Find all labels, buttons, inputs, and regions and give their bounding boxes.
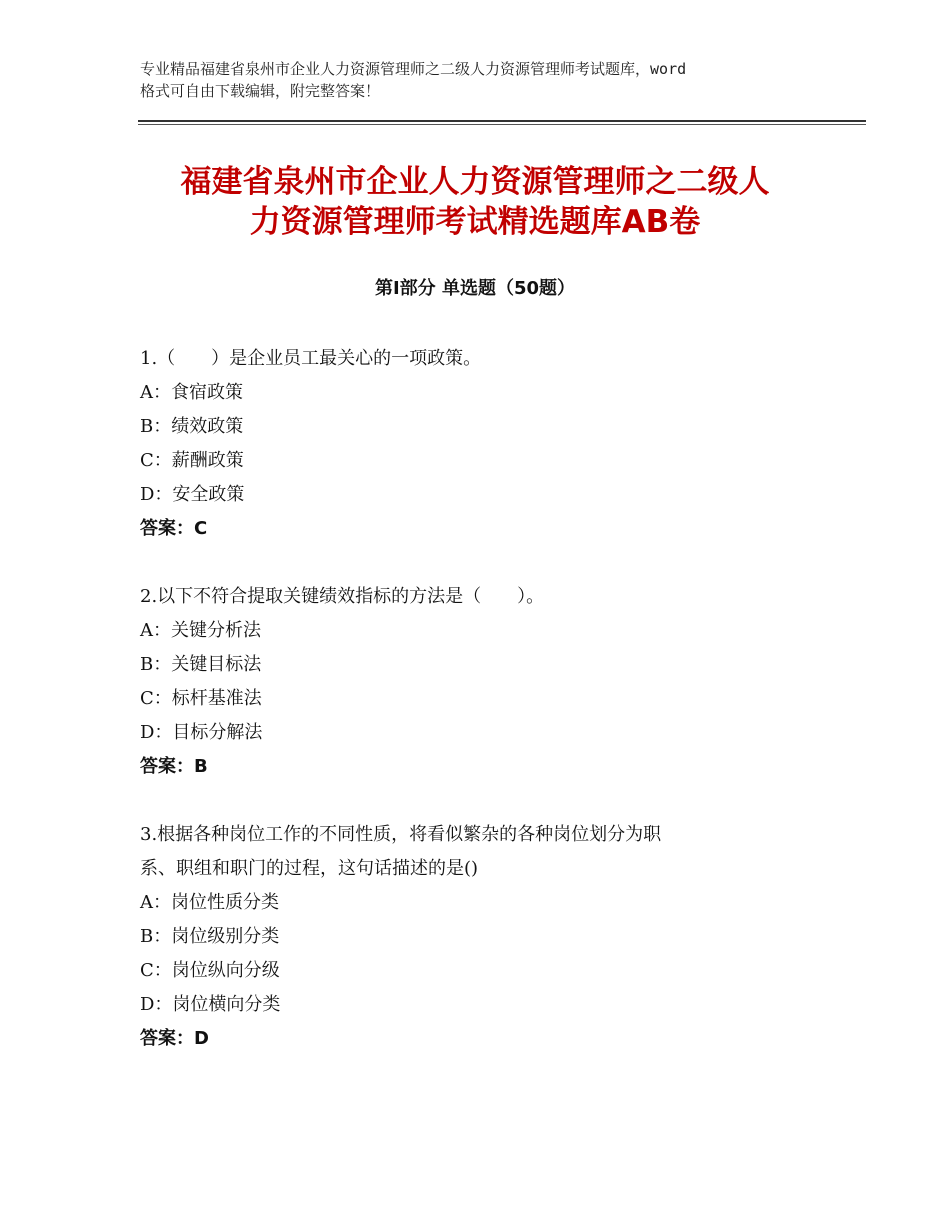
question-stem-line-2: 系、职组和职门的过程，这句话描述的是() bbox=[140, 858, 479, 879]
option-c: C：标杆基准法 bbox=[140, 688, 262, 709]
question-2 bbox=[140, 580, 820, 784]
option-b: B：关键目标法 bbox=[140, 654, 262, 675]
option-d: D：岗位横向分类 bbox=[140, 994, 281, 1015]
option-b: B：绩效政策 bbox=[140, 416, 244, 437]
answer: 答案：D bbox=[140, 1028, 209, 1049]
question-3 bbox=[140, 818, 820, 1056]
option-d: D：目标分解法 bbox=[140, 722, 263, 743]
option-a: A：岗位性质分类 bbox=[140, 892, 279, 913]
header-rule-thick bbox=[138, 120, 866, 122]
option-a: A：食宿政策 bbox=[140, 382, 243, 403]
header-note bbox=[140, 58, 830, 102]
option-c: C：薪酬政策 bbox=[140, 450, 244, 471]
section-title: 第Ⅰ部分 单选题（50题） bbox=[374, 278, 575, 299]
document-title-line-1: 福建省泉州市企业人力资源管理师之二级人 bbox=[180, 164, 770, 200]
question-list bbox=[140, 342, 820, 1090]
header-note-line-2: 格式可自由下载编辑，附完整答案！ bbox=[140, 82, 381, 100]
header-rule-thin bbox=[138, 124, 866, 125]
option-a: A：关键分析法 bbox=[140, 620, 261, 641]
option-d: D：安全政策 bbox=[140, 484, 245, 505]
document-title-line-2: 力资源管理师考试精选题库AB卷 bbox=[249, 204, 701, 240]
question-stem-line-1: 3.根据各种岗位工作的不同性质，将看似繁杂的各种岗位划分为职 bbox=[140, 824, 662, 845]
option-b: B：岗位级别分类 bbox=[140, 926, 280, 947]
answer: 答案：B bbox=[140, 756, 208, 777]
option-c: C：岗位纵向分级 bbox=[140, 960, 280, 981]
answer: 答案：C bbox=[140, 518, 208, 539]
header-note-line-1: 专业精品福建省泉州市企业人力资源管理师之二级人力资源管理师考试题库，word bbox=[140, 60, 687, 78]
document-title bbox=[100, 162, 850, 242]
question-stem: 1.（ ）是企业员工最关心的一项政策。 bbox=[140, 348, 482, 369]
question-stem: 2.以下不符合提取关键绩效指标的方法是（ ）。 bbox=[140, 586, 545, 607]
question-1 bbox=[140, 342, 820, 546]
